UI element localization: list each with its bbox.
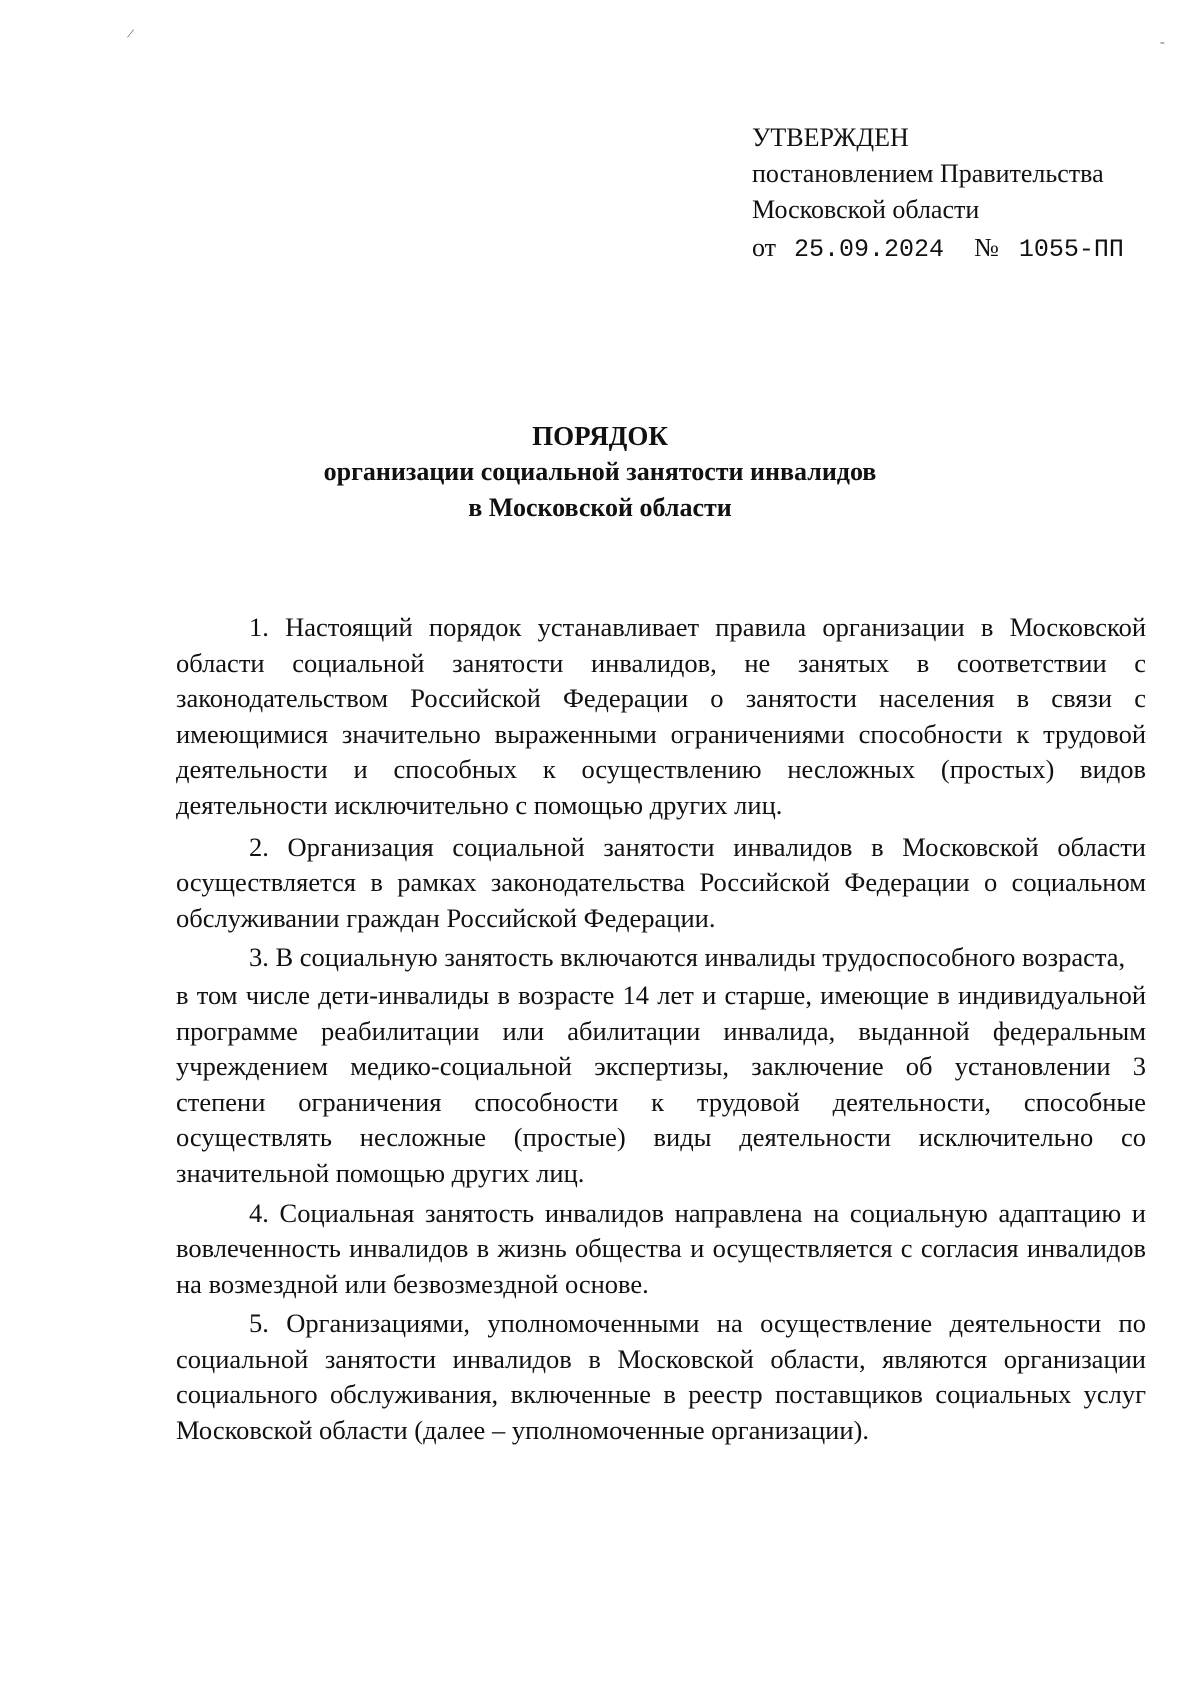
scan-speck-top-left: / [125,26,135,43]
scan-speck-top-right: - [1160,35,1165,50]
paragraph-3-start: 3. В социальную занятость включаются инвалиды трудоспособного возраста, [249,942,1126,973]
approval-line-2: Московской области [752,195,980,224]
paragraph-1: 1. Настоящий порядок устанавливает правила организации в Московской области социальной занятости инвалидов, не занятых в соответствии с законодательством Российской Федерации о занятости населения в связи с имеющимися значительно выраженными ограничениями способности к трудовой деятельности и способных к осуществлению несложных (простых) видов деятельности исключительно с помощью других лиц. [176,612,1146,820]
approval-date-prefix: от [752,233,777,262]
paragraph-4: 4. Социальная занятость инвалидов направлена на социальную адаптацию и вовлеченность инвалидов в жизнь общества и осуществляется с согласия инвалидов на возмездной или безвозмездной основе. [176,1197,1146,1299]
approval-number-sign: № [974,233,999,262]
approval-date: 25.09.2024 [794,235,945,264]
document-title-sub-1: организации социальной занятости инвалидов [323,457,877,486]
document-title-sub-2: в Московской области [468,493,732,522]
document-title-main: ПОРЯДОК [532,421,668,451]
approval-line-1: постановлением Правительства [752,159,1104,188]
document-title [0,418,1200,526]
paragraph-2: 2. Организация социальной занятости инвалидов в Московской области осуществляется в рамках законодательства Российской Федерации о социальном обслуживании граждан Российской Федерации. [176,831,1146,933]
approval-status: УТВЕРЖДЕН [752,123,909,152]
paragraph-5: 5. Организациями, уполномоченными на осуществление деятельности по социальной занятости инвалидов в Московской области, являются организации социального обслуживания, включенные в реестр поставщиков социальных услуг Московской области (далее – уполномоченные организации). [176,1308,1146,1446]
approval-date-line [752,230,1124,268]
approval-stamp [752,120,1124,268]
paragraph-3-continuation: в том числе дети-инвалиды в возрасте 14 лет и старше, имеющие в индивидуальной программе реабилитации или абилитации инвалида, выданной федеральным учреждением медико-социальной экспертизы, заключение об установлении 3 степени ограничения способности к трудовой деятельности, способные осуществлять несложные (простые) виды деятельности исключительно со значительной помощью других лиц. [176,979,1146,1188]
document-body [176,610,1146,1453]
approval-number: 1055-ПП [1018,235,1124,264]
